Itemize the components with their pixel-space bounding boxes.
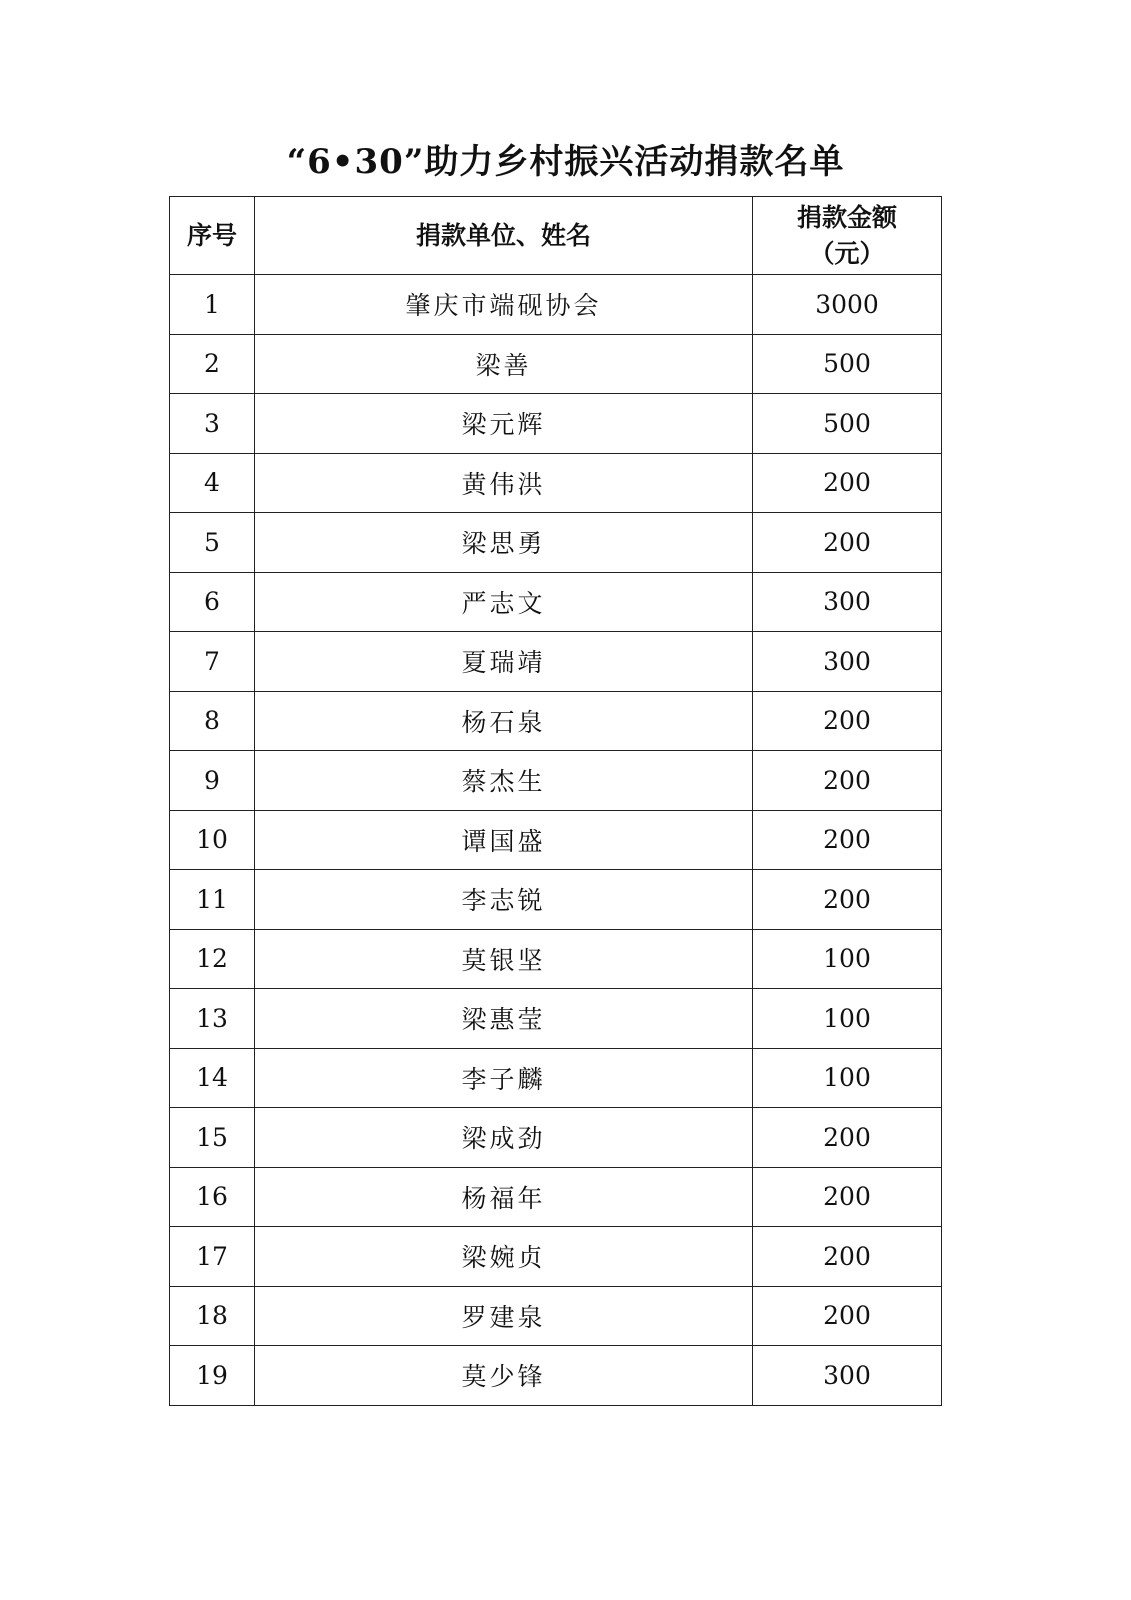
cell-amount: 200 bbox=[753, 453, 942, 513]
cell-amount: 3000 bbox=[753, 275, 942, 335]
cell-donor-name: 梁思勇 bbox=[255, 513, 753, 573]
cell-donor-name: 梁惠莹 bbox=[255, 989, 753, 1049]
table-row bbox=[170, 632, 942, 692]
header-amount bbox=[753, 197, 942, 275]
cell-index: 14 bbox=[170, 1048, 255, 1108]
table-row bbox=[170, 691, 942, 751]
cell-amount: 200 bbox=[753, 870, 942, 930]
cell-donor-name: 严志文 bbox=[255, 572, 753, 632]
table-row bbox=[170, 275, 942, 335]
header-amount-label: 捐款金额 bbox=[796, 202, 897, 232]
header-amount-unit: （元） bbox=[809, 238, 885, 268]
cell-index: 11 bbox=[170, 870, 255, 930]
cell-index: 1 bbox=[170, 275, 255, 335]
cell-index: 19 bbox=[170, 1346, 255, 1406]
cell-amount: 200 bbox=[753, 1167, 942, 1227]
cell-index: 12 bbox=[170, 929, 255, 989]
cell-amount: 200 bbox=[753, 751, 942, 811]
table-row bbox=[170, 1167, 942, 1227]
table-row bbox=[170, 513, 942, 573]
cell-donor-name: 李子麟 bbox=[255, 1048, 753, 1108]
cell-donor-name: 杨福年 bbox=[255, 1167, 753, 1227]
table-row bbox=[170, 1227, 942, 1287]
table-row bbox=[170, 572, 942, 632]
table-row bbox=[170, 810, 942, 870]
cell-index: 4 bbox=[170, 453, 255, 513]
cell-index: 6 bbox=[170, 572, 255, 632]
table-body bbox=[170, 275, 942, 1406]
cell-donor-name: 莫少锋 bbox=[255, 1346, 753, 1406]
table-row bbox=[170, 1286, 942, 1346]
cell-donor-name: 梁成劲 bbox=[255, 1108, 753, 1168]
table-header-row bbox=[170, 197, 942, 275]
cell-amount: 100 bbox=[753, 929, 942, 989]
table-row bbox=[170, 929, 942, 989]
cell-amount: 200 bbox=[753, 691, 942, 751]
cell-index: 3 bbox=[170, 394, 255, 454]
table-row bbox=[170, 751, 942, 811]
header-name: 捐款单位、姓名 bbox=[255, 197, 753, 275]
table-row bbox=[170, 1346, 942, 1406]
cell-donor-name: 谭国盛 bbox=[255, 810, 753, 870]
cell-index: 10 bbox=[170, 810, 255, 870]
cell-donor-name: 梁婉贞 bbox=[255, 1227, 753, 1287]
cell-amount: 300 bbox=[753, 1346, 942, 1406]
cell-index: 17 bbox=[170, 1227, 255, 1287]
cell-amount: 200 bbox=[753, 810, 942, 870]
cell-amount: 500 bbox=[753, 394, 942, 454]
table-row bbox=[170, 1108, 942, 1168]
cell-amount: 100 bbox=[753, 989, 942, 1049]
cell-amount: 300 bbox=[753, 572, 942, 632]
header-index: 序号 bbox=[170, 197, 255, 275]
cell-index: 18 bbox=[170, 1286, 255, 1346]
table-row bbox=[170, 1048, 942, 1108]
cell-amount: 100 bbox=[753, 1048, 942, 1108]
cell-index: 7 bbox=[170, 632, 255, 692]
cell-index: 9 bbox=[170, 751, 255, 811]
cell-donor-name: 黄伟洪 bbox=[255, 453, 753, 513]
donation-table bbox=[169, 196, 942, 1406]
cell-index: 16 bbox=[170, 1167, 255, 1227]
cell-donor-name: 肇庆市端砚协会 bbox=[255, 275, 753, 335]
table-row bbox=[170, 334, 942, 394]
cell-index: 2 bbox=[170, 334, 255, 394]
cell-amount: 200 bbox=[753, 1227, 942, 1287]
page-title: “6•30”助力乡村振兴活动捐款名单 bbox=[286, 142, 845, 182]
cell-index: 15 bbox=[170, 1108, 255, 1168]
cell-donor-name: 李志锐 bbox=[255, 870, 753, 930]
cell-donor-name: 梁元辉 bbox=[255, 394, 753, 454]
cell-index: 5 bbox=[170, 513, 255, 573]
cell-amount: 200 bbox=[753, 1286, 942, 1346]
table-row bbox=[170, 453, 942, 513]
cell-donor-name: 蔡杰生 bbox=[255, 751, 753, 811]
cell-donor-name: 夏瑞靖 bbox=[255, 632, 753, 692]
cell-amount: 200 bbox=[753, 513, 942, 573]
table-row bbox=[170, 870, 942, 930]
cell-index: 13 bbox=[170, 989, 255, 1049]
cell-donor-name: 罗建泉 bbox=[255, 1286, 753, 1346]
cell-donor-name: 莫银坚 bbox=[255, 929, 753, 989]
table-row bbox=[170, 394, 942, 454]
cell-amount: 200 bbox=[753, 1108, 942, 1168]
table-row bbox=[170, 989, 942, 1049]
cell-index: 8 bbox=[170, 691, 255, 751]
cell-donor-name: 梁善 bbox=[255, 334, 753, 394]
cell-amount: 300 bbox=[753, 632, 942, 692]
cell-amount: 500 bbox=[753, 334, 942, 394]
cell-donor-name: 杨石泉 bbox=[255, 691, 753, 751]
